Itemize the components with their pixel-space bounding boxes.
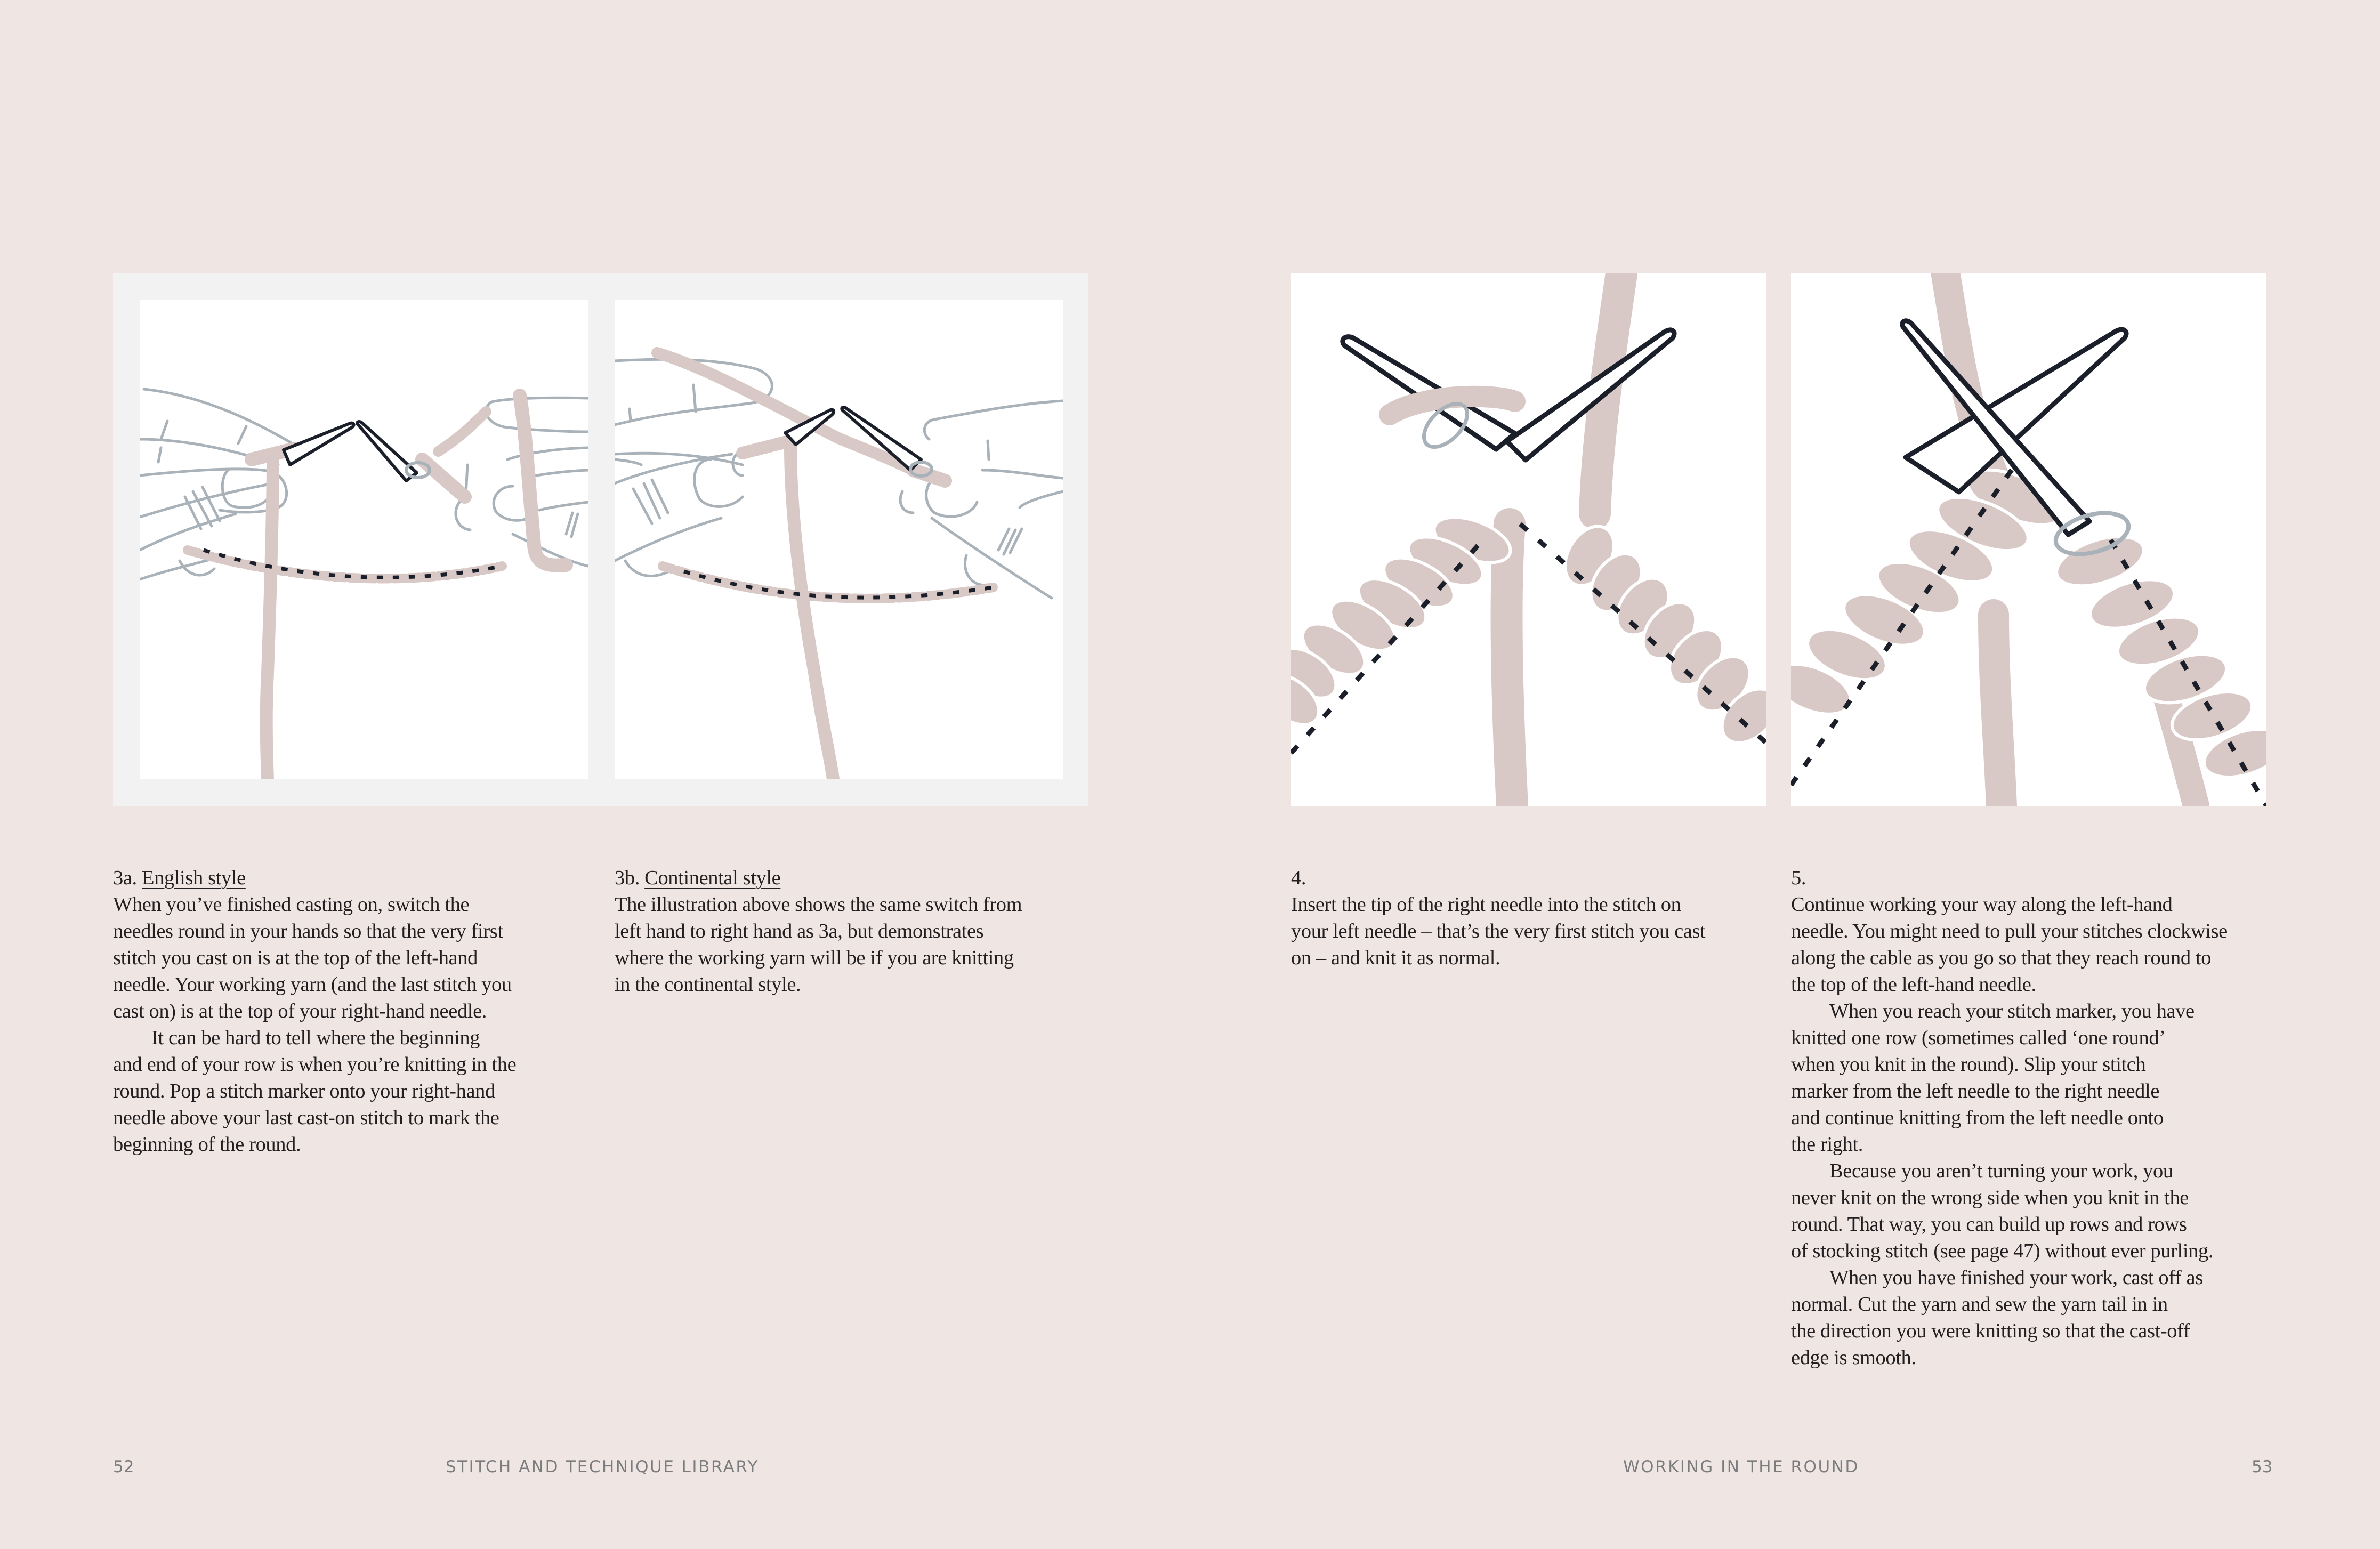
body-line: needles round in your hands so that the very first [113, 920, 503, 942]
body-line: needle above your last cast-on stitch to mark the [113, 1107, 499, 1129]
step-3a-text [113, 865, 593, 1158]
step-5-text [1791, 865, 2271, 1371]
body-line: knitted one row (sometimes called ‘one round’ [1791, 1027, 2166, 1049]
body-line: round. That way, you can build up rows and rows [1791, 1213, 2187, 1236]
figure-3a-english-style [140, 300, 588, 779]
body-line: where the working yarn will be if you are knitting [615, 947, 1014, 969]
running-head-right: WORKING IN THE ROUND [1623, 1457, 1859, 1477]
body-line: beginning of the round. [113, 1133, 301, 1156]
body-line: When you’ve finished casting on, switch the [113, 893, 470, 916]
body-line: along the cable as you go so that they reach round to [1791, 947, 2212, 969]
step-number: 3a. [113, 867, 137, 889]
body-line: round. Pop a stitch marker onto your right-hand [113, 1080, 495, 1102]
step-3b-heading [615, 865, 1094, 891]
figure-4-insert-needle [1291, 273, 1766, 806]
body-line: Insert the tip of the right needle into the stitch on [1291, 893, 1681, 916]
body-line: cast on) is at the top of your right-hand needle. [113, 1000, 487, 1022]
step-title: English style [142, 867, 246, 889]
body-line: It can be hard to tell where the beginning [151, 1027, 480, 1049]
step-4-heading: 4. [1291, 867, 1306, 889]
body-line: When you have finished your work, cast off as [1829, 1266, 2203, 1289]
page-number-right: 53 [2252, 1457, 2273, 1477]
body-line: needle. You might need to pull your stitches clockwise [1791, 920, 2228, 942]
body-line: when you knit in the round). Slip your stitch [1791, 1053, 2146, 1076]
step-5-heading: 5. [1791, 867, 1806, 889]
step-3a-heading [113, 865, 593, 891]
body-line: stitch you cast on is at the top of the left-hand [113, 947, 478, 969]
body-line: left hand to right hand as 3a, but demonstrates [615, 920, 984, 942]
body-line: When you reach your stitch marker, you have [1829, 1000, 2195, 1022]
page-number-left: 52 [113, 1457, 134, 1477]
figure-5-continue-knitting [1791, 273, 2266, 806]
body-line: The illustration above shows the same switch from [615, 893, 1022, 916]
figure-3b-continental-style [615, 300, 1063, 779]
step-title: Continental style [644, 867, 781, 889]
knitting-along-needle-illustration [1791, 273, 2266, 806]
step-4-text [1291, 865, 1771, 971]
body-line: normal. Cut the yarn and sew the yarn tail in in [1791, 1293, 2168, 1316]
body-line: the right. [1791, 1133, 1863, 1156]
knitting-hands-english-illustration [140, 300, 588, 779]
body-line: and continue knitting from the left needle onto [1791, 1107, 2164, 1129]
body-line: Because you aren’t turning your work, you [1829, 1160, 2173, 1182]
body-line: Continue working your way along the left-hand [1791, 893, 2173, 916]
needles-crossed-illustration [1291, 273, 1766, 806]
body-line: needle. Your working yarn (and the last stitch you [113, 973, 512, 996]
body-line: never knit on the wrong side when you knit in the [1791, 1187, 2189, 1209]
knitting-hands-continental-illustration [615, 300, 1063, 779]
body-line: marker from the left needle to the right needle [1791, 1080, 2160, 1102]
body-line: on – and knit it as normal. [1291, 947, 1500, 969]
body-line: the direction you were knitting so that the cast-off [1791, 1320, 2190, 1342]
step-3b-text [615, 865, 1094, 998]
body-line: edge is smooth. [1791, 1346, 1916, 1369]
body-line: and end of your row is when you’re knitting in the [113, 1053, 517, 1076]
body-line: of stocking stitch (see page 47) without ever purling. [1791, 1240, 2214, 1262]
step-number: 3b. [615, 867, 640, 889]
body-line: the top of the left-hand needle. [1791, 973, 2036, 996]
running-head-left: STITCH AND TECHNIQUE LIBRARY [446, 1457, 759, 1477]
body-line: your left needle – that’s the very first stitch you cast [1291, 920, 1706, 942]
body-line: in the continental style. [615, 973, 801, 996]
